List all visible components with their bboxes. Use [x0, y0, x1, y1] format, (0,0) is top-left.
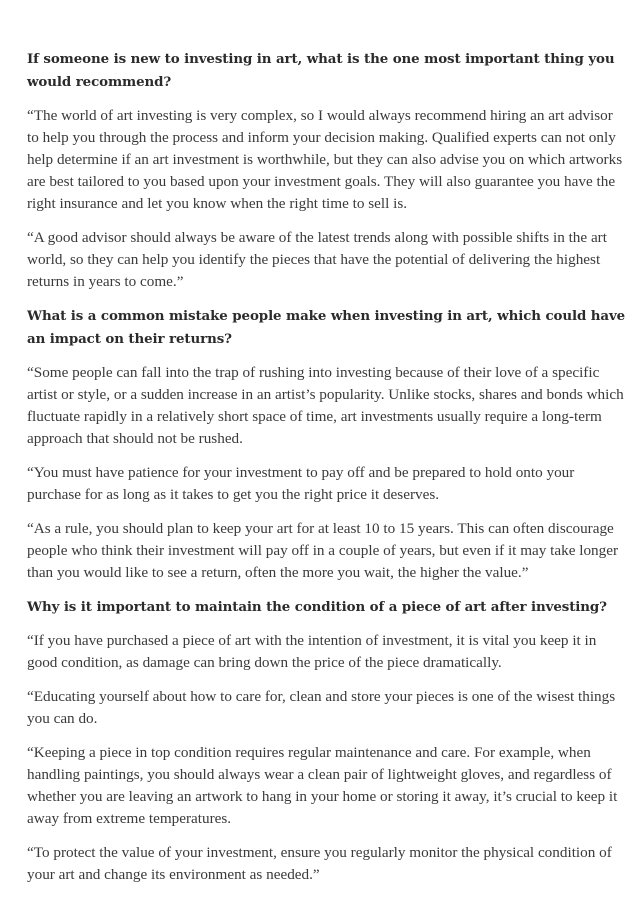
answer-paragraph: “The world of art investing is very complex, so I would always recommend hiring an art advisor to help you through the process and inform your decision making. Qualified experts can not only help determine if an art investment is worthwhile, but they can also advise you on which artworks are best tailored to you based upon your investment goals. They will also guarantee you have the right insurance and let you know when the right time to sell is.: [27, 107, 623, 212]
answer-paragraph: “Keeping a piece in top condition requires regular maintenance and care. For example, when handling paintings, you should always wear a clean pair of lightweight gloves, and regardless of whether you are leaving an artwork to hang in your home or storing it away, it’s crucial to keep it away from extreme temperatures.: [27, 744, 618, 827]
question-heading-2: What is a common mistake people make when investing in art, which could have an impact on their returns?: [27, 308, 626, 347]
answer-paragraph: “As a rule, you should plan to keep your art for at least 10 to 15 years. This can often discourage people who think their investment will pay off in a couple of years, but even if it may take longer than you would like to see a return, often the more you wait, the higher the value.”: [27, 520, 619, 581]
question-heading-3: Why is it important to maintain the condition of a piece of art after investing?: [27, 599, 607, 615]
answer-paragraph: “If you have purchased a piece of art with the intention of investment, it is vital you keep it in good condition, as damage can bring down the price of the piece dramatically.: [27, 632, 597, 671]
answer-paragraph: “To protect the value of your investment, ensure you regularly monitor the physical condition of your art and change its environment as needed.”: [27, 844, 612, 883]
answer-paragraph: “You must have patience for your investment to pay off and be prepared to hold onto your purchase for as long as it takes to get you the right price it deserves.: [27, 464, 575, 503]
answer-paragraph: “A good advisor should always be aware of the latest trends along with possible shifts in the art world, so they can help you identify the pieces that have the potential of delivering the highest returns in years to come.”: [27, 229, 607, 290]
question-heading-1: If someone is new to investing in art, what is the one most important thing you would recommend?: [27, 51, 615, 90]
answer-paragraph: “Some people can fall into the trap of rushing into investing because of their love of a specific artist or style, or a sudden increase in an artist’s popularity. Unlike stocks, shares and bonds which fluctuate rapidly in a relatively short space of time, art investments usually require a long-term approach that should not be rushed.: [27, 364, 624, 447]
answer-paragraph: “Educating yourself about how to care for, clean and store your pieces is one of the wisest things you can do.: [27, 688, 616, 727]
